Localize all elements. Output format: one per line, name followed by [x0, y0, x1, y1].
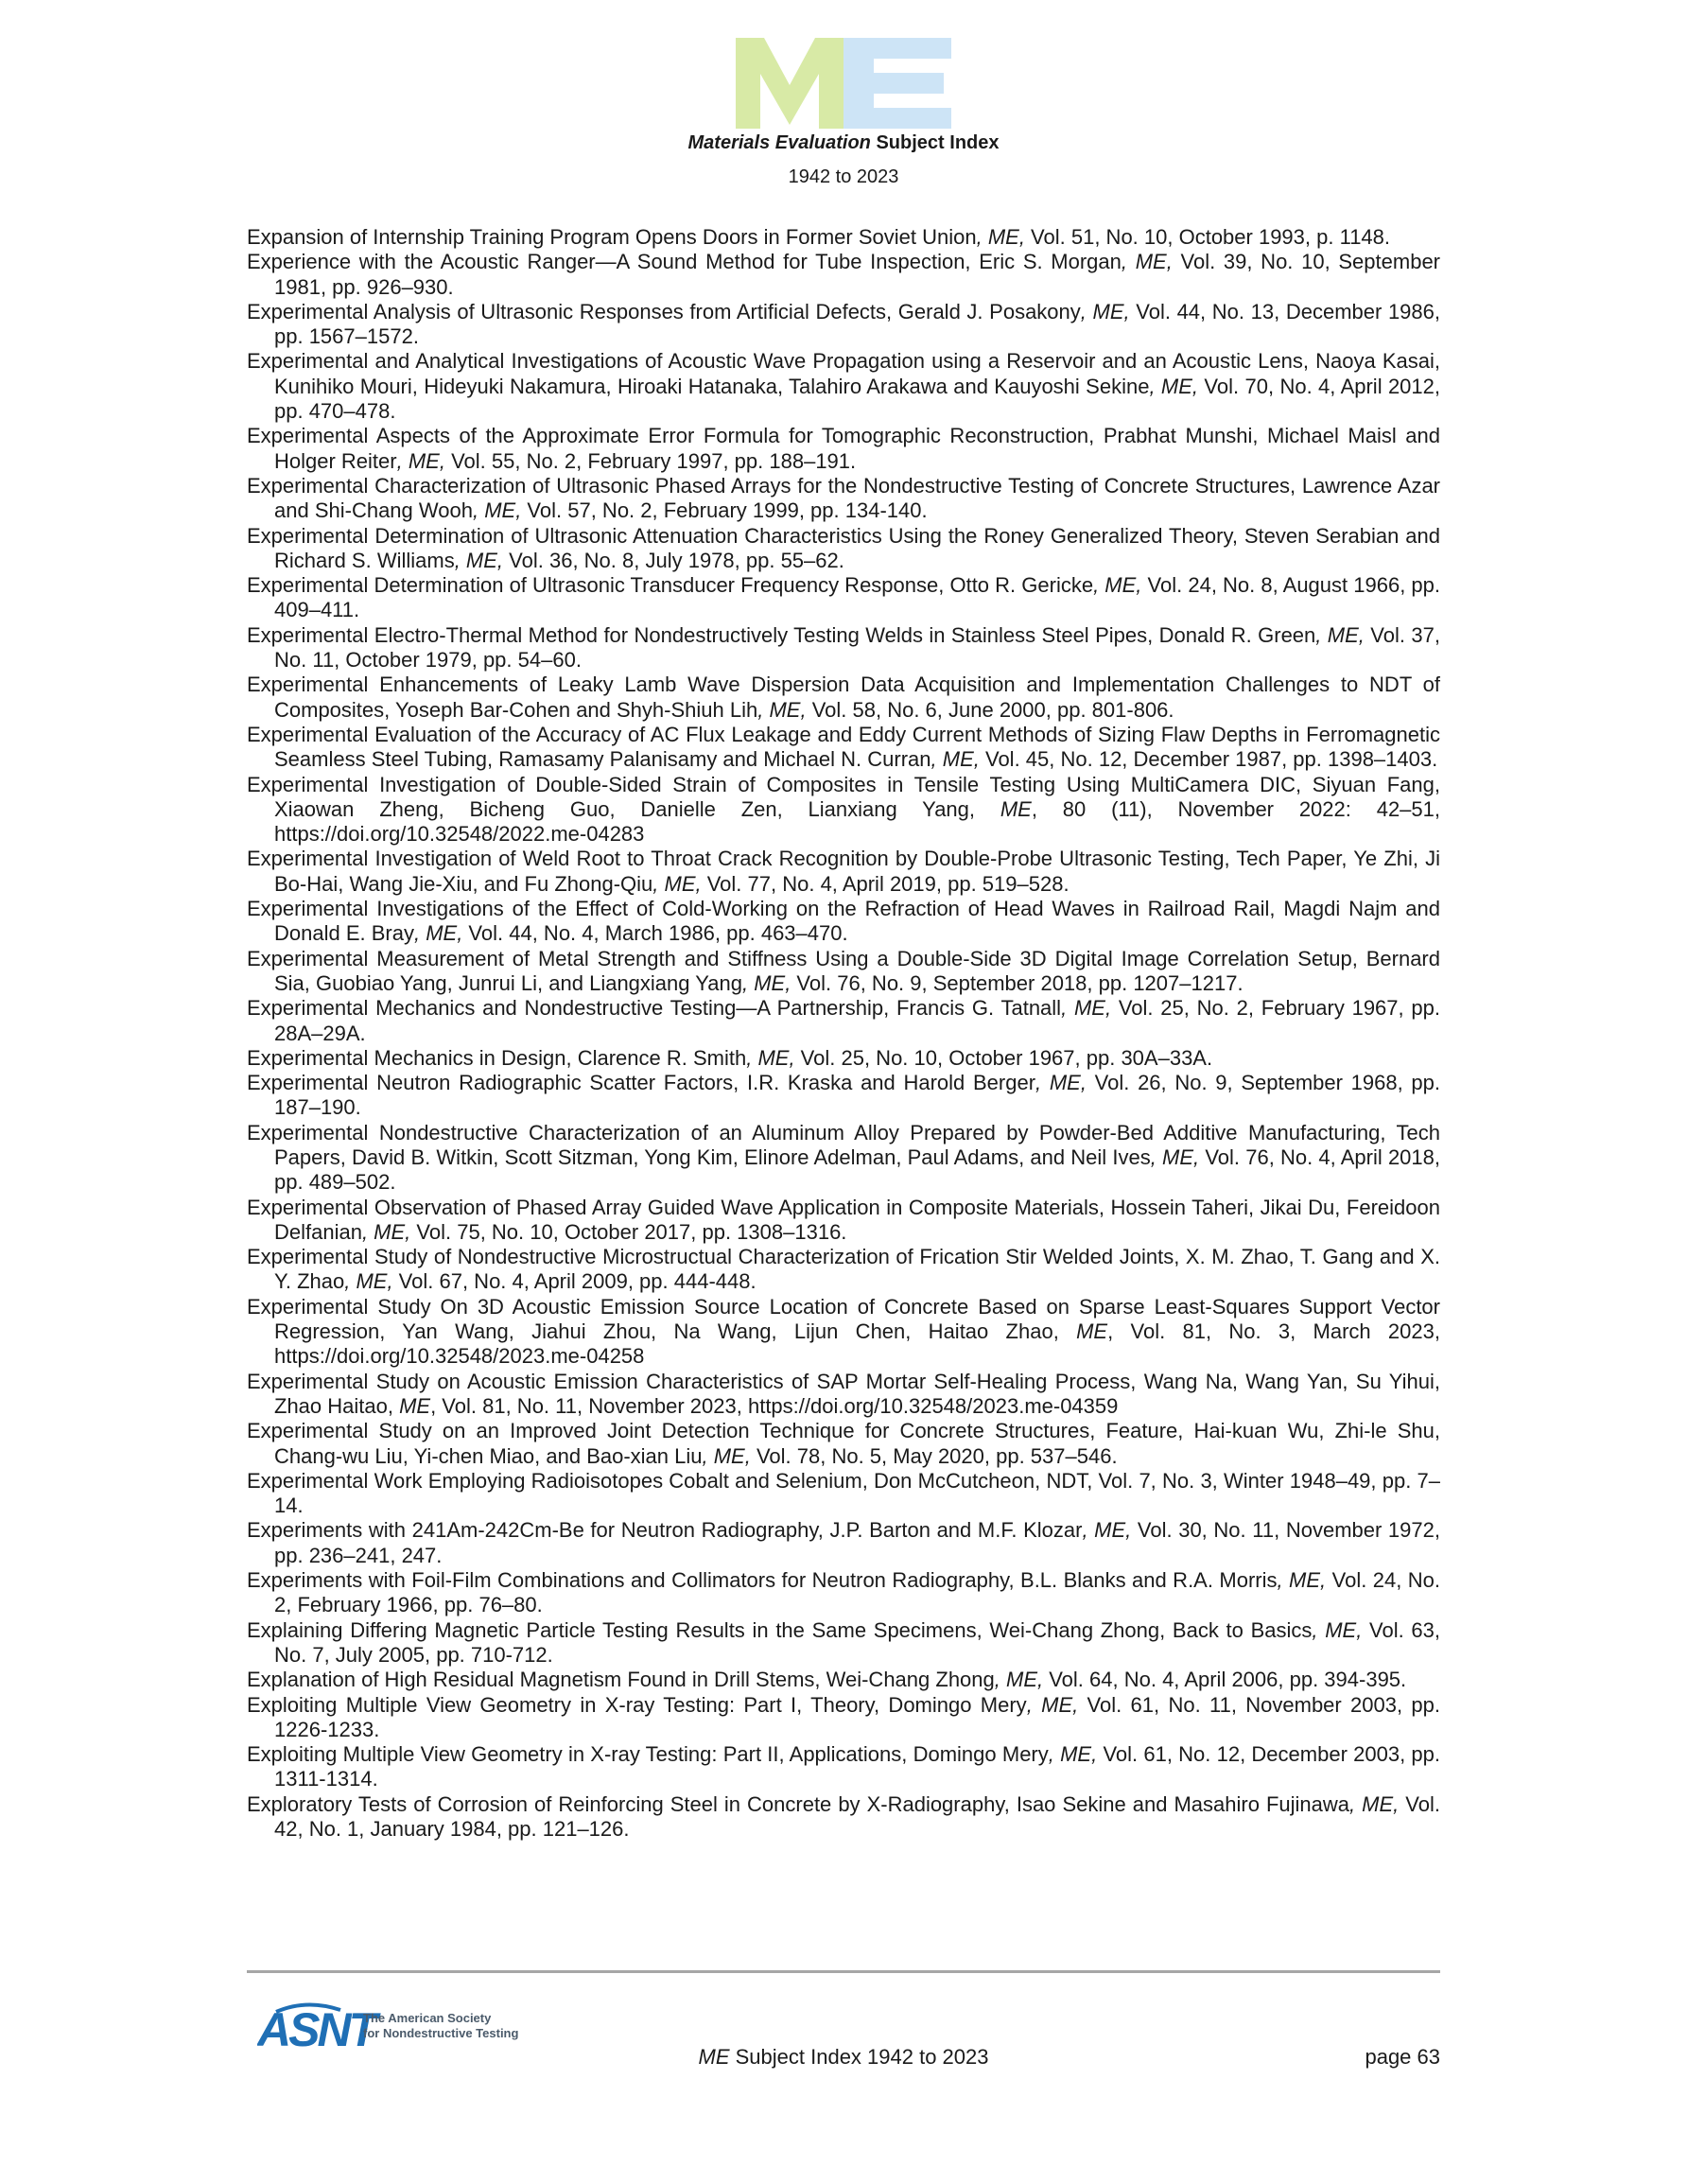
footer-divider	[247, 1970, 1440, 1973]
entry-citation: Vol. 26, No. 9, September 1968, pp. 187–190.	[274, 1071, 1441, 1120]
entry-citation: Vol. 77, No. 4, April 2019, pp. 519–528.	[701, 871, 1070, 896]
entry-title: Experimental and Analytical Investigations of Acoustic Wave Propagation using a Reservoir and an Acoustic Lens, Naoya Kasai, Kunihiko Mouri, Hideyuki Nakamura, Hiroaki Hatanaka, Talahiro Arakawa and Kauyoshi Sekine	[247, 349, 1440, 398]
entry-journal: , ME,	[1349, 1791, 1400, 1816]
entry-journal: , ME,	[361, 1219, 411, 1244]
entry-journal: , ME,	[976, 225, 1025, 249]
index-entry	[247, 673, 1440, 723]
entry-citation: Vol. 67, No. 4, April 2009, pp. 444-448.	[392, 1269, 757, 1294]
entry-journal: , ME,	[1061, 996, 1112, 1021]
entry-title: Experimental Investigation of Weld Root to Throat Crack Recognition by Double-Probe Ultrasonic Testing, Tech Paper, Ye Zhi, Ji Bo-Hai, Wang Jie-Xiu, and Fu Zhong-Qiu	[247, 847, 1440, 896]
entry-citation: Vol. 30, No. 11, November 1972, pp. 236–241, 247.	[274, 1518, 1440, 1567]
entry-citation: Vol. 44, No. 4, March 1986, pp. 463–470.	[462, 921, 848, 946]
entry-citation: Vol. 61, No. 11, November 2003, pp. 1226-1233.	[274, 1692, 1441, 1741]
entry-journal: , ME,	[396, 448, 445, 473]
footer-title-rest: Subject Index 1942 to 2023	[729, 2045, 989, 2069]
entry-citation: Vol. 24, No. 8, August 1966, pp. 409–411.	[274, 573, 1440, 622]
entry-citation: Vol. 37, No. 11, October 1979, pp. 54–60.	[274, 622, 1440, 673]
entry-journal: , ME,	[1121, 250, 1173, 274]
entry-journal: ME	[1076, 1319, 1108, 1344]
entry-journal: , ME,	[702, 1443, 751, 1468]
entry-journal: , ME,	[472, 498, 522, 523]
entry-title: Experimental Investigation of Double-Sided Strain of Composites in Tensile Testing Using MultiCamera DIC, Siyuan Fang, Xiaowan Zheng, Bicheng Guo, Danielle Zen, Lianxiang Yang,	[247, 772, 1440, 821]
entry-citation: Vol. 25, No. 10, October 1967, pp. 30A–33A.	[794, 1045, 1213, 1070]
entry-citation: Vol. 76, No. 9, September 2018, pp. 1207–1217.	[791, 970, 1244, 995]
entry-citation: , Vol. 81, No. 3, March 2023, https://doi.org/10.32548/2023.me-04258	[274, 1319, 1440, 1369]
entry-title: Experimental Determination of Ultrasonic Attenuation Characteristics Using the Roney Generalized Theory, Steven Serabian and Richard S. Williams	[247, 523, 1440, 572]
entry-title: Experimental Investigations of the Effect of Cold-Working on the Refraction of Head Waves in Railroad Rail, Magdi Najm and Donald E. Bray	[247, 897, 1440, 946]
header-title-rest: Subject Index	[870, 132, 1000, 153]
entry-journal: , ME,	[454, 548, 504, 572]
asnt-line2: for Nondestructive Testing	[363, 2026, 519, 2040]
entry-journal: , ME,	[741, 970, 791, 995]
entry-journal: ME	[1000, 796, 1032, 821]
index-entry	[247, 250, 1440, 300]
entry-journal: , ME,	[1315, 622, 1365, 647]
entry-title: Experimental Neutron Radiographic Scatter Factors, I.R. Kraska and Harold Berger	[247, 1071, 1036, 1095]
footer-title-italic: ME	[698, 2045, 730, 2069]
entry-citation: Vol. 70, No. 4, April 2012, pp. 470–478.	[274, 374, 1441, 424]
entry-journal: , ME,	[930, 747, 980, 772]
index-entry	[247, 1568, 1440, 1618]
entry-title: Experimental Characterization of Ultrasonic Phased Arrays for the Nondestructive Testing of Concrete Structures, Lawrence Azar and Shi-Chang Wooh	[247, 473, 1440, 523]
index-entry	[247, 474, 1440, 524]
entry-citation: , Vol. 81, No. 11, November 2023, https://doi.org/10.32548/2023.me-04359	[430, 1393, 1119, 1418]
entry-title: Experience with the Acoustic Ranger—A Sound Method for Tube Inspection, Eric S. Morgan	[247, 250, 1122, 274]
index-entry	[247, 1370, 1440, 1420]
entry-title: Exploiting Multiple View Geometry in X-ray Testing: Part I, Theory, Domingo Mery	[247, 1692, 1027, 1717]
entry-title: Experimental Nondestructive Characterization of an Aluminum Alloy Prepared by Powder-Bed Additive Manufacturing, Tech Papers, David B. Witkin, Scott Sitzman, Yong Kim, Elinore Adelman, Paul Adams, and Neil Ives	[247, 1120, 1440, 1169]
entry-journal: , ME,	[746, 1045, 795, 1070]
entry-journal: , ME,	[1082, 1518, 1132, 1543]
entry-citation: Vol. 39, No. 10, September 1981, pp. 926–930.	[274, 250, 1441, 299]
entry-journal: , ME,	[1048, 1742, 1098, 1767]
entry-title: Experimental Mechanics and Nondestructive Testing—A Partnership, Francis G. Tatnall	[247, 996, 1062, 1021]
index-entry	[247, 300, 1440, 350]
entry-title: Experimental Study on an Improved Joint Detection Technique for Concrete Structures, Feature, Hai-kuan Wu, Zhi-le Shu, Chang-wu Liu, Yi-chen Miao, and Bao-xian Liu	[247, 1419, 1440, 1468]
index-entry	[247, 1245, 1440, 1295]
entry-title: Expansion of Internship Training Program Opens Doors in Former Soviet Union	[247, 225, 977, 249]
entry-citation: Vol. 76, No. 4, April 2018, pp. 489–502.	[274, 1144, 1440, 1195]
entry-journal: , ME,	[1080, 299, 1130, 323]
entry-title: Experiments with Foil-Film Combinations and Collimators for Neutron Radiography, B.L. Blanks and R.A. Morris	[247, 1568, 1278, 1593]
entry-title: Experimental Mechanics in Design, Clarence R. Smith	[247, 1045, 747, 1070]
index-entry	[247, 1518, 1440, 1568]
entry-journal: , ME,	[994, 1668, 1044, 1692]
index-entry	[247, 424, 1440, 474]
index-entry	[247, 773, 1440, 847]
entry-citation: Vol. 55, No. 2, February 1997, pp. 188–191.	[444, 448, 857, 473]
entry-journal: , ME,	[1277, 1568, 1327, 1593]
index-entry	[247, 897, 1440, 947]
index-entry	[247, 573, 1440, 623]
entry-journal: , ME,	[1150, 1144, 1200, 1169]
entry-title: Explanation of High Residual Magnetism Found in Drill Stems, Wei-Chang Zhong	[247, 1668, 995, 1692]
entry-title: Experimental Work Employing Radioisotopes Cobalt and Selenium, Don McCutcheon, NDT, Vol. 7, No. 3, Winter 1948–49, pp. 7–14.	[247, 1468, 1440, 1518]
index-entry	[247, 225, 1440, 250]
page-header-title	[0, 132, 1687, 154]
index-entry	[247, 1419, 1440, 1469]
entry-citation: Vol. 36, No. 8, July 1978, pp. 55–62.	[503, 548, 844, 572]
entry-citation: Vol. 78, No. 5, May 2020, pp. 537–546.	[750, 1443, 1118, 1468]
entry-journal: , ME,	[652, 871, 702, 896]
entry-title: Experimental Electro-Thermal Method for Nondestructively Testing Welds in Stainless Steel Pipes, Donald R. Green	[247, 622, 1316, 647]
index-entry	[247, 1071, 1440, 1121]
entry-title: Experimental Study of Nondestructive Microstructual Characterization of Frication Stir Welded Joints, X. M. Zhao, T. Gang and X. Y. Zhao	[247, 1245, 1440, 1294]
entry-citation: Vol. 51, No. 10, October 1993, p. 1148.	[1024, 225, 1391, 249]
entry-title: Experimental Study on Acoustic Emission Characteristics of SAP Mortar Self-Healing Process, Wang Na, Wang Yan, Su Yihui, Zhao Haitao,	[247, 1369, 1440, 1418]
entry-title: Experiments with 241Am-242Cm-Be for Neutron Radiography, J.P. Barton and M.F. Klozar	[247, 1518, 1083, 1543]
index-entry	[247, 1693, 1440, 1743]
entry-citation: Vol. 44, No. 13, December 1986, pp. 1567–1572.	[274, 299, 1440, 349]
index-entry	[247, 1196, 1440, 1246]
entry-citation: Vol. 64, No. 4, April 2006, pp. 394-395.	[1043, 1668, 1407, 1692]
entry-title: Experimental Aspects of the Approximate Error Formula for Tomographic Reconstruction, Prabhat Munshi, Michael Maisl and Holger Reiter	[247, 424, 1440, 473]
entry-journal: ME	[399, 1393, 431, 1418]
index-entry	[247, 524, 1440, 574]
entry-citation: Vol. 42, No. 1, January 1984, pp. 121–126.	[274, 1791, 1440, 1841]
entry-title: Explaining Differing Magnetic Particle Testing Results in the Same Specimens, Wei-Chang Zhong, Back to Basics	[247, 1617, 1313, 1642]
index-entry	[247, 349, 1440, 424]
asnt-org-name	[363, 2011, 518, 2041]
index-entry	[247, 1121, 1440, 1196]
entry-journal: , ME,	[1026, 1692, 1079, 1717]
page-header-years: 1942 to 2023	[788, 166, 899, 187]
index-entry	[247, 1295, 1440, 1370]
asnt-line1: The American Society	[363, 2011, 492, 2025]
index-entry	[247, 623, 1440, 673]
entry-citation: Vol. 45, No. 12, December 1987, pp. 1398–1403.	[979, 747, 1438, 772]
page-number: page 63	[1365, 2045, 1440, 2069]
entry-title: Experimental Evaluation of the Accuracy of AC Flux Leakage and Eddy Current Methods of Sizing Flaw Depths in Ferromagnetic Seamless Steel Tubing, Ramasamy Palanisamy and Michael N. Curran	[247, 722, 1440, 772]
entry-journal: , ME,	[344, 1269, 393, 1294]
entry-citation: Vol. 75, No. 10, October 2017, pp. 1308–1316.	[410, 1219, 847, 1244]
index-entry	[247, 1792, 1440, 1843]
entry-citation: Vol. 61, No. 12, December 2003, pp. 1311-1314.	[274, 1742, 1440, 1791]
entry-citation: , 80 (11), November 2022: 42–51, https://doi.org/10.32548/2022.me-04283	[274, 796, 1440, 847]
header-title-italic: Materials Evaluation	[687, 132, 871, 153]
index-entry	[247, 947, 1440, 997]
svg-text:ASNT: ASNT	[257, 2003, 375, 2056]
entry-title: Exploratory Tests of Corrosion of Reinforcing Steel in Concrete by X-Radiography, Isao Sekine and Masahiro Fujinawa	[247, 1791, 1350, 1816]
entry-title: Exploiting Multiple View Geometry in X-ray Testing: Part II, Applications, Domingo Mery	[247, 1742, 1049, 1767]
index-entry	[247, 1618, 1440, 1669]
entry-title: Experimental Observation of Phased Array Guided Wave Application in Composite Materials, Hossein Taheri, Jikai Du, Fereidoon Delfanian	[247, 1195, 1440, 1244]
index-entry	[247, 1668, 1440, 1692]
entry-journal: , ME,	[413, 921, 463, 946]
entry-citation: Vol. 58, No. 6, June 2000, pp. 801-806.	[806, 697, 1174, 722]
entry-title: Experimental Determination of Ultrasonic Transducer Frequency Response, Otto R. Gericke	[247, 573, 1094, 598]
entry-journal: , ME,	[1035, 1071, 1087, 1095]
entry-journal: , ME,	[1093, 573, 1142, 598]
index-entry	[247, 1469, 1440, 1519]
entry-title: Experimental Enhancements of Leaky Lamb Wave Dispersion Data Acquisition and Implementation Challenges to NDT of Composites, Yoseph Bar-Cohen and Shyh-Shiuh Lih	[247, 673, 1440, 722]
entry-citation: Vol. 24, No. 2, February 1966, pp. 76–80.	[274, 1568, 1441, 1617]
entry-title: Experimental Study On 3D Acoustic Emission Source Location of Concrete Based on Sparse Least-Squares Support Vector Regression, Yan Wang, Jiahui Zhou, Na Wang, Lijun Chen, Haitao Zhao,	[247, 1294, 1440, 1344]
entry-journal: , ME,	[1312, 1617, 1363, 1642]
index-entry	[247, 847, 1440, 897]
me-logo	[736, 38, 951, 129]
index-entry	[247, 996, 1440, 1046]
entry-journal: , ME,	[1149, 374, 1199, 398]
entry-journal: , ME,	[757, 697, 807, 722]
entry-citation: Vol. 63, No. 7, July 2005, pp. 710-712.	[274, 1617, 1440, 1667]
index-entry-list	[247, 225, 1440, 1842]
index-entry	[247, 723, 1440, 773]
entry-title: Experimental Measurement of Metal Strength and Stiffness Using a Double-Side 3D Digital Image Correlation Setup, Bernard Sia, Guobiao Yang, Junrui Li, and Liangxiang Yang	[247, 946, 1440, 995]
entry-citation: Vol. 25, No. 2, February 1967, pp. 28A–29A.	[274, 996, 1440, 1045]
entry-citation: Vol. 57, No. 2, February 1999, pp. 134-140.	[521, 498, 928, 523]
index-entry	[247, 1742, 1440, 1792]
index-entry	[247, 1046, 1440, 1071]
entry-title: Experimental Analysis of Ultrasonic Responses from Artificial Defects, Gerald J. Posakony	[247, 299, 1081, 323]
